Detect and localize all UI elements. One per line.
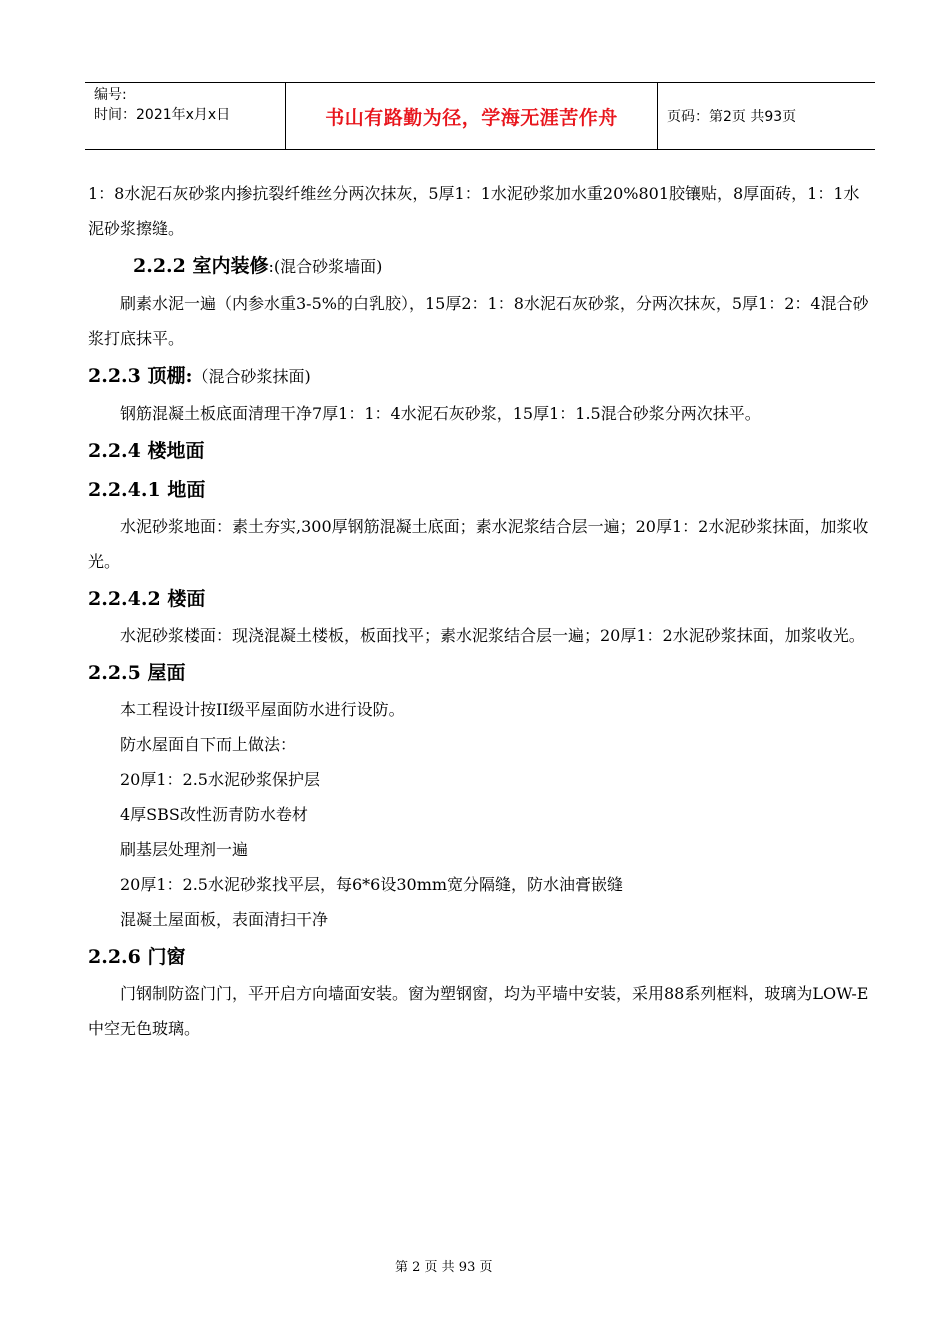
section-heading-2-2-4: 2.2.4 楼地面 [88,440,205,462]
paragraph: 20厚1：2.5水泥砂浆保护层 [120,770,320,789]
page-footer: 第 2 页 共 93 页 [395,1260,493,1275]
heading-text: 2.2.2 室内装修 [133,255,269,277]
heading-tail: :(混合砂浆墙面) [268,257,383,276]
paragraph: 防水屋面自下而上做法： [120,735,297,754]
section-heading-2-2-5: 2.2.5 屋面 [88,662,186,684]
paragraph: 本工程设计按II级平屋面防水进行设防。 [120,700,405,719]
serial-label: 编号: [94,87,127,103]
paragraph: 刷基层处理剂一遍 [120,840,249,859]
document-body [88,176,872,1046]
heading-text: 2.2.3 顶棚: [88,365,193,387]
heading-tail: （混合砂浆抹面) [192,367,311,386]
section-heading-2-2-3 [88,357,872,396]
header-motto: 书山有路勤为径，学海无涯苦作舟 [285,83,658,149]
paragraph: 门钢制防盗门门，平开启方向墙面安装。窗为塑钢窗，均为平墙中安装，采用88系列框料，玻璃为LOW-E中空无色玻璃。 [88,984,869,1038]
paragraph: 混凝土屋面板，表面清扫干净 [120,910,329,929]
paragraph: 水泥砂浆地面：素土夯实,300厚钢筋混凝土底面；素水泥浆结合层一遍；20厚1：2水泥砂浆抹面，加浆收光。 [88,517,869,571]
section-heading-2-2-4-2: 2.2.4.2 楼面 [88,588,206,610]
header-left-cell [85,83,285,149]
header-page-info: 页码：第2页 共93页 [667,109,797,125]
time-label: 时间：2021年x月x日 [94,107,231,123]
paragraph: 20厚1：2.5水泥砂浆找平层，每6*6设30mm宽分隔缝，防水油膏嵌缝 [120,875,624,894]
section-heading-2-2-4-1: 2.2.4.1 地面 [88,479,206,501]
paragraph: 水泥砂浆楼面：现浇混凝土楼板，板面找平；素水泥浆结合层一遍；20厚1：2水泥砂浆抹面，加浆收光。 [120,626,865,645]
section-heading-2-2-2 [88,247,872,286]
page-header [85,82,875,150]
paragraph: 钢筋混凝土板底面清理干净7厚1：1：4水泥石灰砂浆，15厚1：1.5混合砂浆分两次抹平。 [120,404,761,423]
paragraph: 刷素水泥一遍（内参水重3-5%的白乳胶），15厚2：1：8水泥石灰砂浆，分两次抹灰，5厚1：2：4混合砂浆打底抹平。 [88,294,869,348]
paragraph: 4厚SBS改性沥青防水卷材 [120,805,308,824]
paragraph: 1：8水泥石灰砂浆内掺抗裂纤维丝分两次抹灰，5厚1：1水泥砂浆加水重20%801胶镶贴，8厚面砖，1：1水泥砂浆擦缝。 [88,184,860,238]
section-heading-2-2-6: 2.2.6 门窗 [88,946,186,968]
